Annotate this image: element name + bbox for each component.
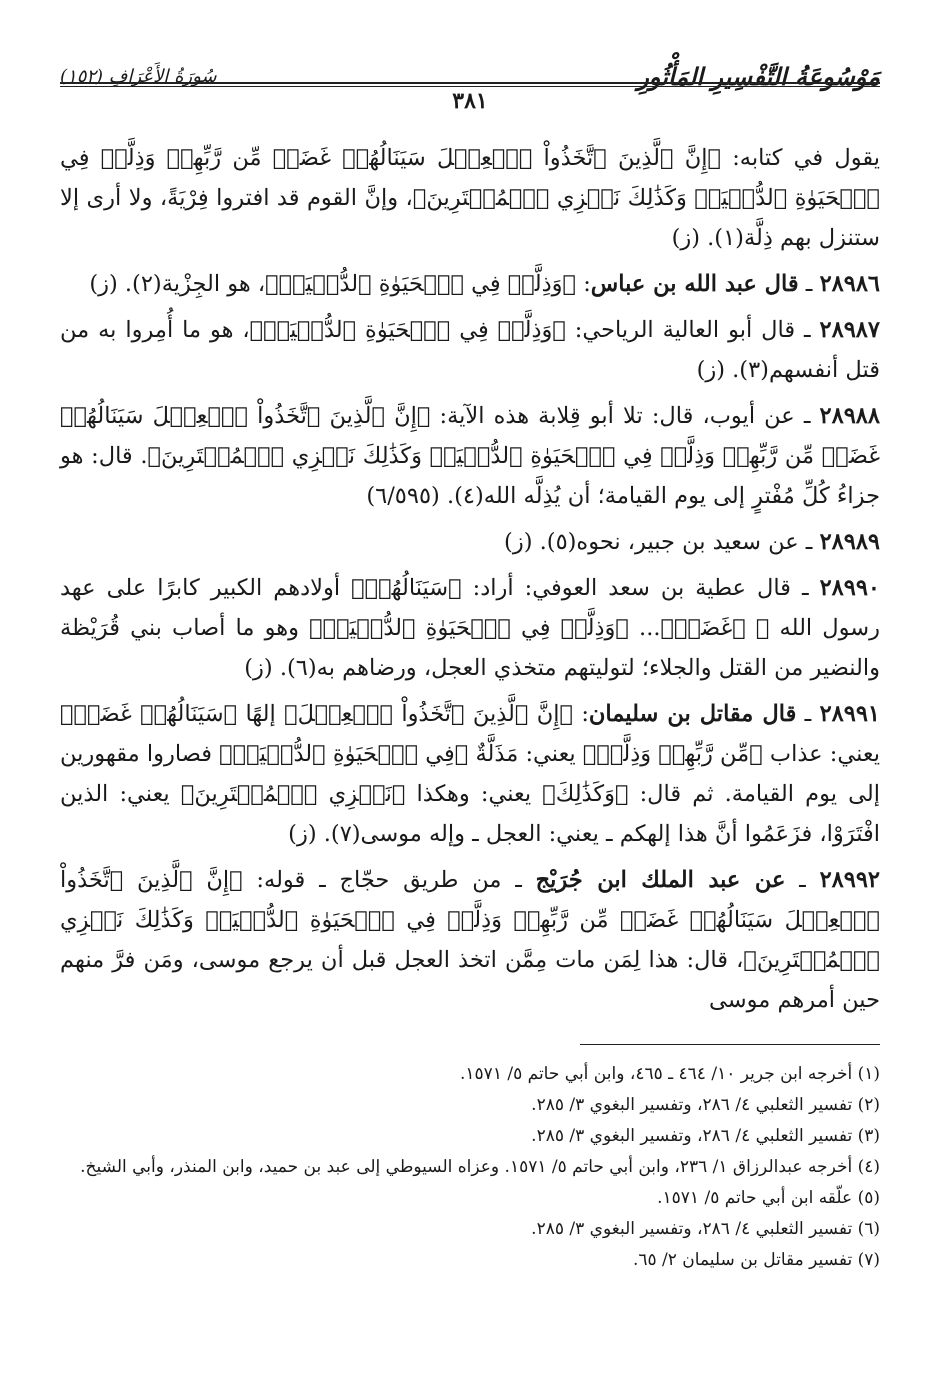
footnote-5: (٥) علّقه ابن أبي حاتم ٥/ ١٥٧١. bbox=[657, 1188, 880, 1208]
narration-28987: ٢٨٩٨٧ ـ قال أبو العالية الرياحي: ﴿وَذِلَّةٞ فِي ٱلۡحَيَوٰةِ ٱلدُّنۡيَاۚ﴾، هو ما أُمِروا به من قتل أنفسهم(٣). (ز) bbox=[60, 317, 880, 383]
footnote-6: (٦) تفسير الثعلبي ٤/ ٢٨٦، وتفسير البغوي ٣/ ٢٨٥. bbox=[531, 1219, 880, 1239]
footnote-4: (٤) أخرجه عبدالرزاق ١/ ٢٣٦، وابن أبي حاتم ٥/ ١٥٧١. وعزاه السيوطي إلى عبد بن حميد، وابن المنذر، وأبي الشيخ. bbox=[80, 1157, 880, 1177]
narration-number: ٢٨٩٩١ bbox=[819, 701, 880, 727]
paragraph-text: عن أيوب، قال: تلا أبو قِلابة هذه الآية: ﴿إِنَّ ٱلَّذِينَ ٱتَّخَذُواْ ٱلۡعِجۡلَ سَيَنَالُهُمۡ غَضَبٞ مِّن رَّبِّهِمۡ وَذِلَّةٞ فِي ٱلۡحَيَوٰةِ ٱلدُّنۡيَاۚ وَكَذَٰلِكَ نَجۡزِي ٱلۡمُفۡتَرِينَ﴾. قال: هو جزاءُ كُلِّ مُفْترٍ إلى يوم القيامة؛ أن يُذِلَّه الله(٤). (٦/٥٩٥) bbox=[60, 403, 880, 509]
footnote-2: (٢) تفسير الثعلبي ٤/ ٢٨٦، وتفسير البغوي ٣/ ٢٨٥. bbox=[531, 1095, 880, 1115]
paragraph-text: قال عطية بن سعد العوفي: أراد: ﴿سَيَنَالُهُمۡ﴾ أولادهم الكبير كابرًا على عهد رسول الله ﷺ ﴿غَضَبٞ﴾... ﴿وَذِلَّةٞ فِي ٱلۡحَيَوٰةِ ٱلدُّنۡيَاۚ﴾ وهو ما أصاب بني قُرَيْظة والنضير من القتل والجلاء؛ لتوليتهم متخذي العجل، ورضاهم به(٦). (ز) bbox=[60, 575, 880, 681]
main-text bbox=[60, 138, 880, 1020]
narration-number: ٢٨٩٩٢ bbox=[819, 867, 880, 893]
narration-number: ٢٨٩٨٩ bbox=[819, 529, 880, 555]
narration-28986: ٢٨٩٨٦ ـ قال عبد الله بن عباس: ﴿وَذِلَّةٞ فِي ٱلۡحَيَوٰةِ ٱلدُّنۡيَاۚ﴾، هو الجِزْية(٢). (ز) bbox=[89, 271, 880, 297]
narration-number: ٢٨٩٨٧ bbox=[819, 317, 880, 343]
narrator-name: قال عبد الله بن عباس bbox=[590, 271, 799, 297]
narration-number: ٢٨٩٨٦ bbox=[819, 271, 880, 297]
paragraph-text: ـ من طريق حجّاج ـ قوله: ﴿إِنَّ ٱلَّذِينَ ٱتَّخَذُواْ ٱلۡعِجۡلَ سَيَنَالُهُمۡ غَضَبٞ مِّن رَّبِّهِمۡ وَذِلَّةٞ فِي ٱلۡحَيَوٰةِ ٱلدُّنۡيَاۚ وَكَذَٰلِكَ نَجۡزِي ٱلۡمُفۡتَرِينَ﴾، قال: هذا لِمَن مات مِمَّن اتخذ العجل قبل أن يرجع موسى، ومَن فرَّ منهم حين أمرهم موسى bbox=[60, 867, 880, 1013]
narration-number: ٢٨٩٨٨ bbox=[819, 403, 880, 429]
page bbox=[60, 60, 880, 1276]
narration-28989: ٢٨٩٨٩ ـ عن سعيد بن جبير، نحوه(٥). (ز) bbox=[504, 529, 880, 555]
book-title: مَوْسُوعَةُ التَّفْسِيرِ المَأْثُورِ bbox=[637, 62, 880, 91]
header-rule-thin bbox=[60, 86, 880, 87]
paragraph-text: : ﴿إِنَّ ٱلَّذِينَ ٱتَّخَذُواْ ٱلۡعِجۡلَ﴾ إلهًا ﴿سَيَنَالُهُمۡ غَضَبٞ﴾ يعني: عذاب ﴿مِّن رَّبِّهِمۡ وَذِلَّةٞ﴾ يعني: مَذَلَّةٌ ﴿فِي ٱلۡحَيَوٰةِ ٱلدُّنۡيَاۚ﴾ فصاروا مقهورين إلى يوم القيامة. ثم قال: ﴿وَكَذَٰلِكَ﴾ يعني: وهكذا ﴿نَجۡزِي ٱلۡمُفۡتَرِينَ﴾ يعني: الذين افْتَرَوْا، فزَعَمُوا أنَّ هذا إلهكم ـ يعني: العجل ـ وإله موسى(٧). (ز) bbox=[60, 701, 880, 847]
page-header bbox=[60, 60, 880, 114]
footnote-3: (٣) تفسير الثعلبي ٤/ ٢٨٦، وتفسير البغوي ٣/ ٢٨٥. bbox=[531, 1126, 880, 1146]
footnote-1: (١) أخرجه ابن جرير ١٠/ ٤٦٤ ـ ٤٦٥، وابن أبي حاتم ٥/ ١٥٧١. bbox=[460, 1064, 880, 1084]
paragraph-text: : ﴿وَذِلَّةٞ فِي ٱلۡحَيَوٰةِ ٱلدُّنۡيَاۚ﴾، هو الجِزْية(٢). (ز) bbox=[89, 271, 591, 297]
paragraph-intro bbox=[60, 138, 880, 258]
footnote-7: (٧) تفسير مقاتل بن سليمان ٢/ ٦٥. bbox=[632, 1250, 880, 1270]
narrator-name: عن عبد الملك ابن جُرَيْج bbox=[535, 867, 786, 893]
narration-28988: ٢٨٩٨٨ ـ عن أيوب، قال: تلا أبو قِلابة هذه الآية: ﴿إِنَّ ٱلَّذِينَ ٱتَّخَذُواْ ٱلۡعِجۡلَ سَيَنَالُهُمۡ غَضَبٞ مِّن رَّبِّهِمۡ وَذِلَّةٞ فِي ٱلۡحَيَوٰةِ ٱلدُّنۡيَاۚ وَكَذَٰلِكَ نَجۡزِي ٱلۡمُفۡتَرِينَ﴾. قال: هو جزاءُ كُلِّ مُفْترٍ إلى يوم القيامة؛ أن يُذِلَّه الله(٤). (٦/٥٩٥) bbox=[60, 403, 880, 509]
narration-28991: ٢٨٩٩١ ـ قال مقاتل بن سليمان: ﴿إِنَّ ٱلَّذِينَ ٱتَّخَذُواْ ٱلۡعِجۡلَ﴾ إلهًا ﴿سَيَنَالُهُمۡ غَضَبٞ﴾ يعني: عذاب ﴿مِّن رَّبِّهِمۡ وَذِلَّةٞ﴾ يعني: مَذَلَّةٌ ﴿فِي ٱلۡحَيَوٰةِ ٱلدُّنۡيَاۚ﴾ فصاروا مقهورين إلى يوم القيامة. ثم قال: ﴿وَكَذَٰلِكَ﴾ يعني: وهكذا ﴿نَجۡزِي ٱلۡمُفۡتَرِينَ﴾ يعني: الذين افْتَرَوْا، فزَعَمُوا أنَّ هذا إلهكم ـ يعني: العجل ـ وإله موسى(٧). (ز) bbox=[60, 701, 880, 847]
page-number: ٣٨١ bbox=[452, 88, 488, 114]
narration-28992: ٢٨٩٩٢ ـ عن عبد الملك ابن جُرَيْج ـ من طريق حجّاج ـ قوله: ﴿إِنَّ ٱلَّذِينَ ٱتَّخَذُواْ ٱلۡعِجۡلَ سَيَنَالُهُمۡ غَضَبٞ مِّن رَّبِّهِمۡ وَذِلَّةٞ فِي ٱلۡحَيَوٰةِ ٱلدُّنۡيَاۚ وَكَذَٰلِكَ نَجۡزِي ٱلۡمُفۡتَرِينَ﴾، قال: هذا لِمَن مات مِمَّن اتخذ العجل قبل أن يرجع موسى، ومَن فرَّ منهم حين أمرهم موسى bbox=[60, 867, 880, 1013]
paragraph-text: قال أبو العالية الرياحي: ﴿وَذِلَّةٞ فِي ٱلۡحَيَوٰةِ ٱلدُّنۡيَاۚ﴾، هو ما أُمِروا به من قتل أنفسهم(٣). (ز) bbox=[60, 317, 880, 383]
footnote-separator bbox=[580, 1044, 880, 1045]
header-rule bbox=[60, 82, 880, 84]
surah-title: سُورَةُ الأَعْرَافِ (١٥٢) bbox=[60, 66, 217, 87]
paragraph-text: عن سعيد بن جبير، نحوه(٥). (ز) bbox=[504, 529, 799, 555]
narration-number: ٢٨٩٩٠ bbox=[819, 575, 880, 601]
narration-28990: ٢٨٩٩٠ ـ قال عطية بن سعد العوفي: أراد: ﴿سَيَنَالُهُمۡ﴾ أولادهم الكبير كابرًا على عهد رسول الله ﷺ ﴿غَضَبٞ﴾... ﴿وَذِلَّةٞ فِي ٱلۡحَيَوٰةِ ٱلدُّنۡيَاۚ﴾ وهو ما أصاب بني قُرَيْظة والنضير من القتل والجلاء؛ لتوليتهم متخذي العجل، ورضاهم به(٦). (ز) bbox=[60, 575, 880, 681]
narrator-name: قال مقاتل بن سليمان bbox=[588, 701, 797, 727]
paragraph-text: يقول في كتابه: ﴿إِنَّ ٱلَّذِينَ ٱتَّخَذُواْ ٱلۡعِجۡلَ سَيَنَالُهُمۡ غَضَبٞ مِّن رَّبِّهِمۡ وَذِلَّةٞ فِي ٱلۡحَيَوٰةِ ٱلدُّنۡيَاۚ وَكَذَٰلِكَ نَجۡزِي ٱلۡمُفۡتَرِينَ﴾، وإنَّ القوم قد افتروا فِرْيَةً، ولا أرى إلا ستنزل بهم ذِلَّة(١). (ز) bbox=[60, 145, 880, 251]
footnotes bbox=[60, 1059, 880, 1276]
